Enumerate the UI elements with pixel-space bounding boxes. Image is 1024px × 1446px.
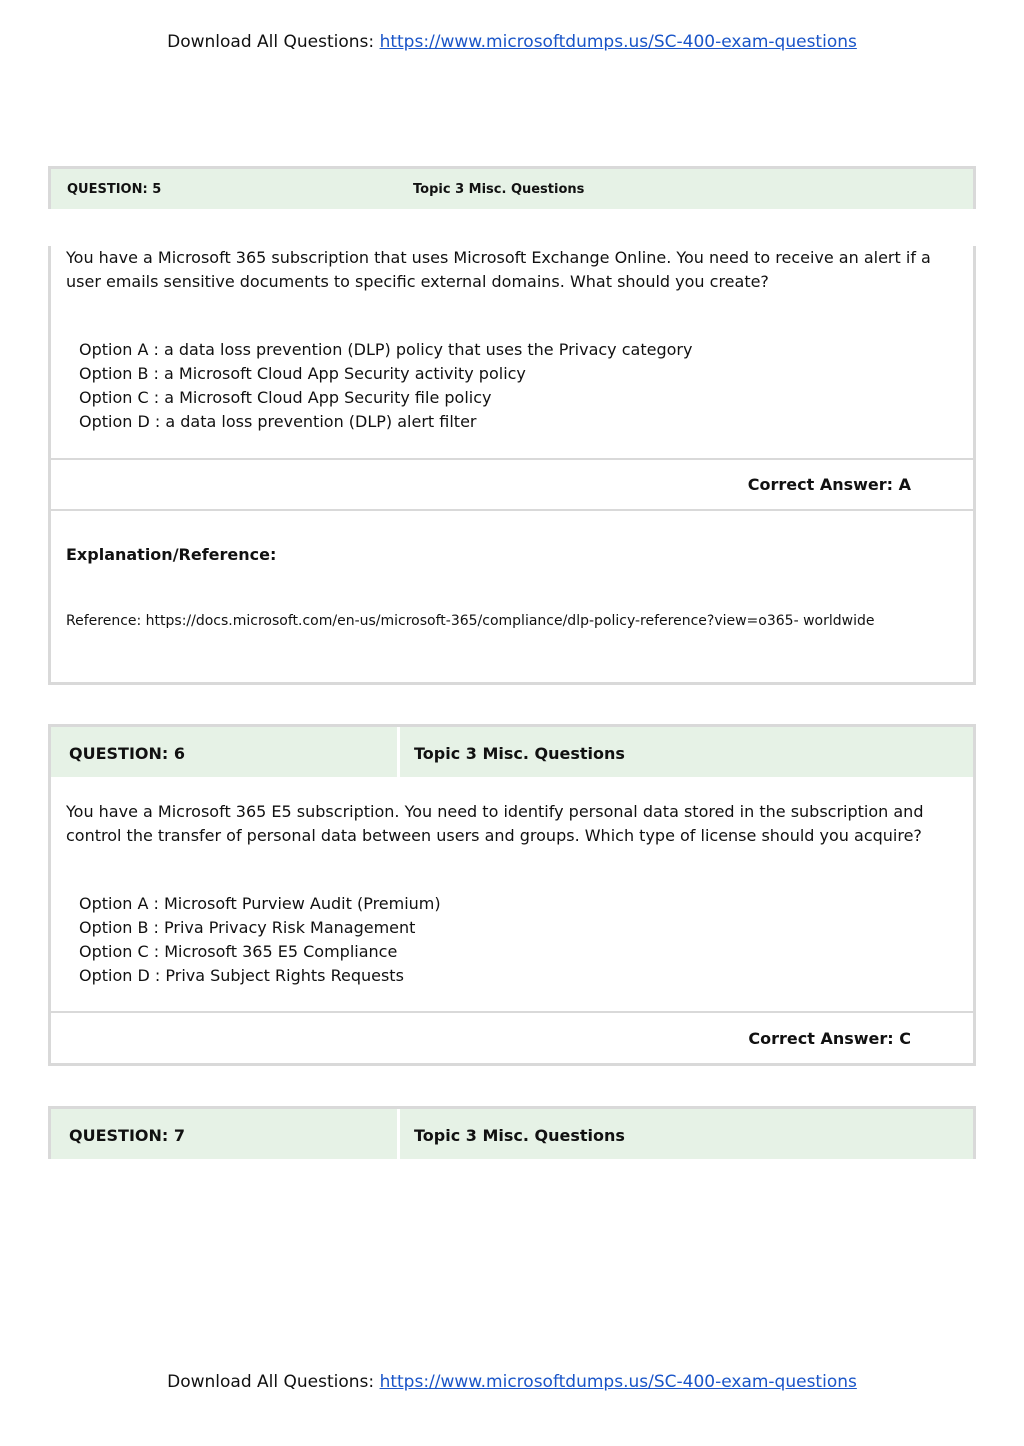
option-list — [79, 338, 692, 434]
question-text: You have a Microsoft 365 subscription that uses Microsoft Exchange Online. You need to receive an alert if a user emails sensitive documents to specific external domains. What should you create? — [66, 248, 931, 291]
download-banner-bottom — [0, 1371, 1024, 1393]
question-number: QUESTION: 6 — [69, 744, 186, 763]
download-label: Download All Questions: — [167, 32, 375, 52]
question-5-header — [48, 166, 976, 209]
question-topic: Topic 3 Misc. Questions — [414, 744, 625, 763]
option-d: Option D : a data loss prevention (DLP) alert filter — [79, 412, 477, 431]
download-banner-top — [0, 31, 1024, 53]
header-divider — [397, 1109, 400, 1159]
question-number: QUESTION: 7 — [69, 1126, 186, 1145]
divider — [51, 458, 973, 460]
download-link[interactable]: https://www.microsoftdumps.us/SC-400-exam-questions — [379, 1372, 857, 1392]
question-number: QUESTION: 5 — [67, 182, 162, 197]
option-c: Option C : a Microsoft Cloud App Security file policy — [79, 388, 492, 407]
question-5-body — [48, 246, 976, 685]
question-6-header — [48, 724, 976, 777]
question-text: You have a Microsoft 365 E5 subscription. You need to identify personal data stored in the subscription and control the transfer of personal data between users and groups. Which type of license should you acquire? — [66, 802, 924, 845]
question-topic: Topic 3 Misc. Questions — [413, 182, 585, 197]
option-list — [79, 892, 441, 988]
header-divider — [397, 727, 400, 777]
download-label: Download All Questions: — [167, 1372, 375, 1392]
option-b: Option B : Priva Privacy Risk Management — [79, 918, 416, 937]
question-7-header — [48, 1106, 976, 1159]
option-d: Option D : Priva Subject Rights Requests — [79, 966, 404, 985]
divider — [51, 1011, 973, 1013]
correct-answer: Correct Answer: A — [747, 475, 911, 494]
question-6-body — [48, 777, 976, 1066]
divider — [51, 509, 973, 511]
option-a: Option A : Microsoft Purview Audit (Premium) — [79, 894, 441, 913]
explanation-reference: Reference: https://docs.microsoft.com/en-us/microsoft-365/compliance/dlp-policy-reference?view=o365- worldwide — [66, 613, 875, 629]
explanation-title: Explanation/Reference: — [66, 545, 277, 564]
option-c: Option C : Microsoft 365 E5 Compliance — [79, 942, 398, 961]
option-a: Option A : a data loss prevention (DLP) policy that uses the Privacy category — [79, 340, 693, 359]
download-link[interactable]: https://www.microsoftdumps.us/SC-400-exam-questions — [379, 32, 857, 52]
correct-answer: Correct Answer: C — [748, 1029, 911, 1048]
option-b: Option B : a Microsoft Cloud App Security activity policy — [79, 364, 526, 383]
question-topic: Topic 3 Misc. Questions — [414, 1126, 625, 1145]
